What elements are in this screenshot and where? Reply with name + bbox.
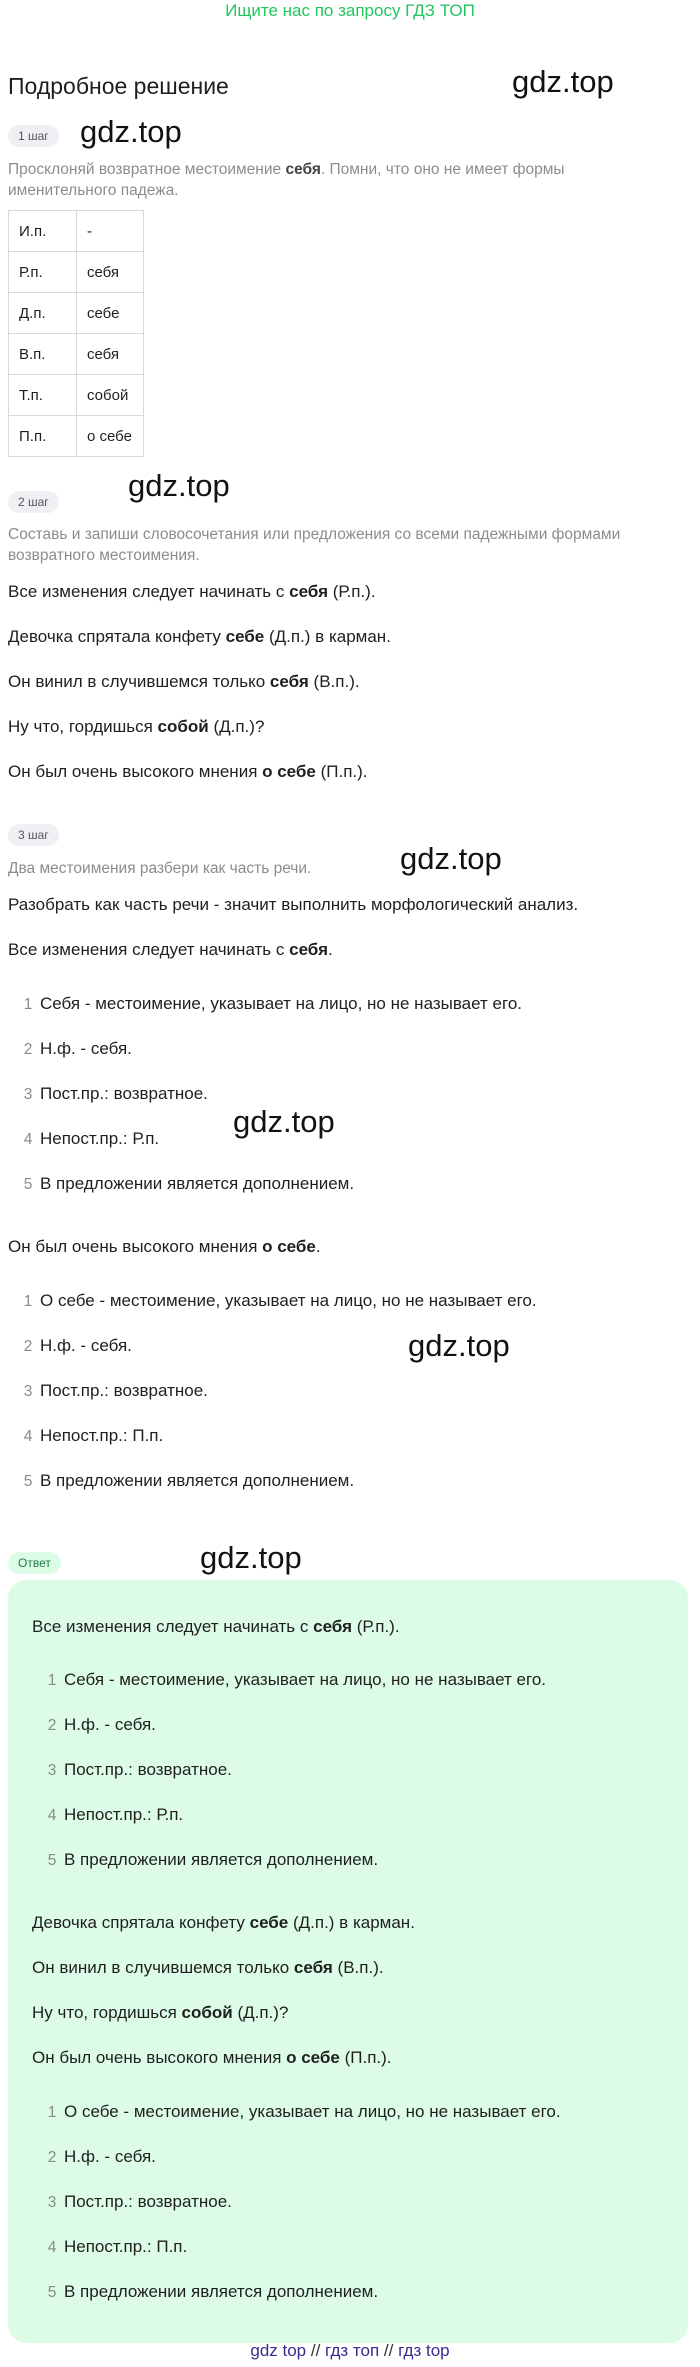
- list-item: 3 Пост.пр.: возвратное.: [23, 1381, 208, 1400]
- example-sentence: Он был очень высокого мнения о себе (П.п.).: [8, 762, 368, 781]
- table-row: [9, 211, 144, 252]
- answer-badge: Ответ: [8, 1552, 61, 1574]
- case-form: о себе: [77, 416, 144, 457]
- table-row: [9, 293, 144, 334]
- list-item: 5 В предложении является дополнением.: [23, 1174, 355, 1193]
- answer-sentence: Он был очень высокого мнения о себе (П.п.).: [32, 2048, 392, 2067]
- step-badge: 2 шаг: [8, 491, 59, 513]
- footer-separator: //: [310, 2341, 321, 2360]
- case-name: Т.п.: [9, 375, 77, 416]
- case-form: себя: [77, 334, 144, 375]
- intro-text: Разобрать как часть речи - значит выполнить морфологический анализ.: [8, 895, 579, 914]
- case-form: себя: [77, 252, 144, 293]
- list-item: 3 Пост.пр.: возвратное.: [23, 1084, 208, 1103]
- step-hint: Составь и запиши словосочетания или предложения со всеми падежными формами возвратного местоимения.: [8, 526, 621, 564]
- case-name: Д.п.: [9, 293, 77, 334]
- watermark: gdz.top: [128, 468, 230, 503]
- watermark: gdz.top: [400, 841, 502, 876]
- example-sentence: Он был очень высокого мнения о себе.: [8, 1237, 321, 1256]
- list-item: 3 Пост.пр.: возвратное.: [47, 2192, 232, 2211]
- watermark: gdz.top: [512, 64, 614, 99]
- footer-link[interactable]: гдз top: [398, 2341, 450, 2360]
- example-sentence: Все изменения следует начинать с себя (Р.п.).: [8, 582, 376, 601]
- search-banner: Ищите нас по запросу ГДЗ ТОП: [225, 1, 475, 20]
- watermark: gdz.top: [200, 1540, 302, 1575]
- case-form: собой: [77, 375, 144, 416]
- case-name: П.п.: [9, 416, 77, 457]
- watermark: gdz.top: [233, 1104, 335, 1139]
- case-form: -: [77, 211, 144, 252]
- watermark: gdz.top: [80, 114, 182, 149]
- table-row: [9, 416, 144, 457]
- list-item: 1 Себя - местоимение, указывает на лицо, но не называет его.: [23, 994, 522, 1013]
- page-title: Подробное решение: [8, 73, 229, 99]
- footer-links: [0, 2340, 700, 2362]
- case-name: Р.п.: [9, 252, 77, 293]
- footer-link[interactable]: gdz top: [250, 2341, 307, 2360]
- list-item: 3 Пост.пр.: возвратное.: [47, 1760, 232, 1779]
- list-item: 5 В предложении является дополнением.: [47, 1850, 379, 1869]
- list-item: 2 Н.ф. - себя.: [23, 1039, 132, 1058]
- watermark: gdz.top: [408, 1328, 510, 1363]
- step-hint: [8, 159, 648, 201]
- answer-sentence: Все изменения следует начинать с себя (Р.п.).: [32, 1617, 400, 1636]
- list-item: 4 Непост.пр.: П.п.: [23, 1426, 164, 1445]
- list-item: 1 Себя - местоимение, указывает на лицо, но не называет его.: [47, 1670, 546, 1689]
- list-item: 2 Н.ф. - себя.: [47, 2147, 156, 2166]
- answer-sentence: Он винил в случившемся только себя (В.п.).: [32, 1958, 384, 1977]
- list-item: 4 Непост.пр.: Р.п.: [47, 1805, 184, 1824]
- step-badge: 3 шаг: [8, 824, 59, 846]
- footer-link[interactable]: гдз топ: [325, 2341, 380, 2360]
- list-item: 4 Непост.пр.: П.п.: [47, 2237, 188, 2256]
- footer-separator: //: [383, 2341, 394, 2360]
- list-item: 1 О себе - местоимение, указывает на лицо, но не называет его.: [47, 2102, 561, 2121]
- example-sentence: Девочка спрятала конфету себе (Д.п.) в карман.: [8, 627, 391, 646]
- declension-table: [8, 210, 144, 457]
- step-hint: Два местоимения разбери как часть речи.: [8, 860, 312, 877]
- list-item: 1 О себе - местоимение, указывает на лицо, но не называет его.: [23, 1291, 537, 1310]
- case-name: В.п.: [9, 334, 77, 375]
- example-sentence: Все изменения следует начинать с себя.: [8, 940, 333, 959]
- answer-sentence: Ну что, гордишься собой (Д.п.)?: [32, 2003, 289, 2022]
- list-item: 4 Непост.пр.: Р.п.: [23, 1129, 160, 1148]
- step-badge: 1 шаг: [8, 125, 59, 147]
- answer-sentence: Девочка спрятала конфету себе (Д.п.) в карман.: [32, 1913, 415, 1932]
- list-item: 5 В предложении является дополнением.: [47, 2282, 379, 2301]
- case-name: И.п.: [9, 211, 77, 252]
- example-sentence: Он винил в случившемся только себя (В.п.).: [8, 672, 360, 691]
- list-item: 5 В предложении является дополнением.: [23, 1471, 355, 1490]
- case-form: себе: [77, 293, 144, 334]
- example-sentence: Ну что, гордишься собой (Д.п.)?: [8, 717, 265, 736]
- table-row: [9, 375, 144, 416]
- list-item: 2 Н.ф. - себя.: [47, 1715, 156, 1734]
- list-item: 2 Н.ф. - себя.: [23, 1336, 132, 1355]
- table-row: [9, 334, 144, 375]
- table-row: [9, 252, 144, 293]
- hint-text: Просклоняй возвратное местоимение себя. Помни, что оно не имеет формы именительного падежа.: [8, 161, 565, 199]
